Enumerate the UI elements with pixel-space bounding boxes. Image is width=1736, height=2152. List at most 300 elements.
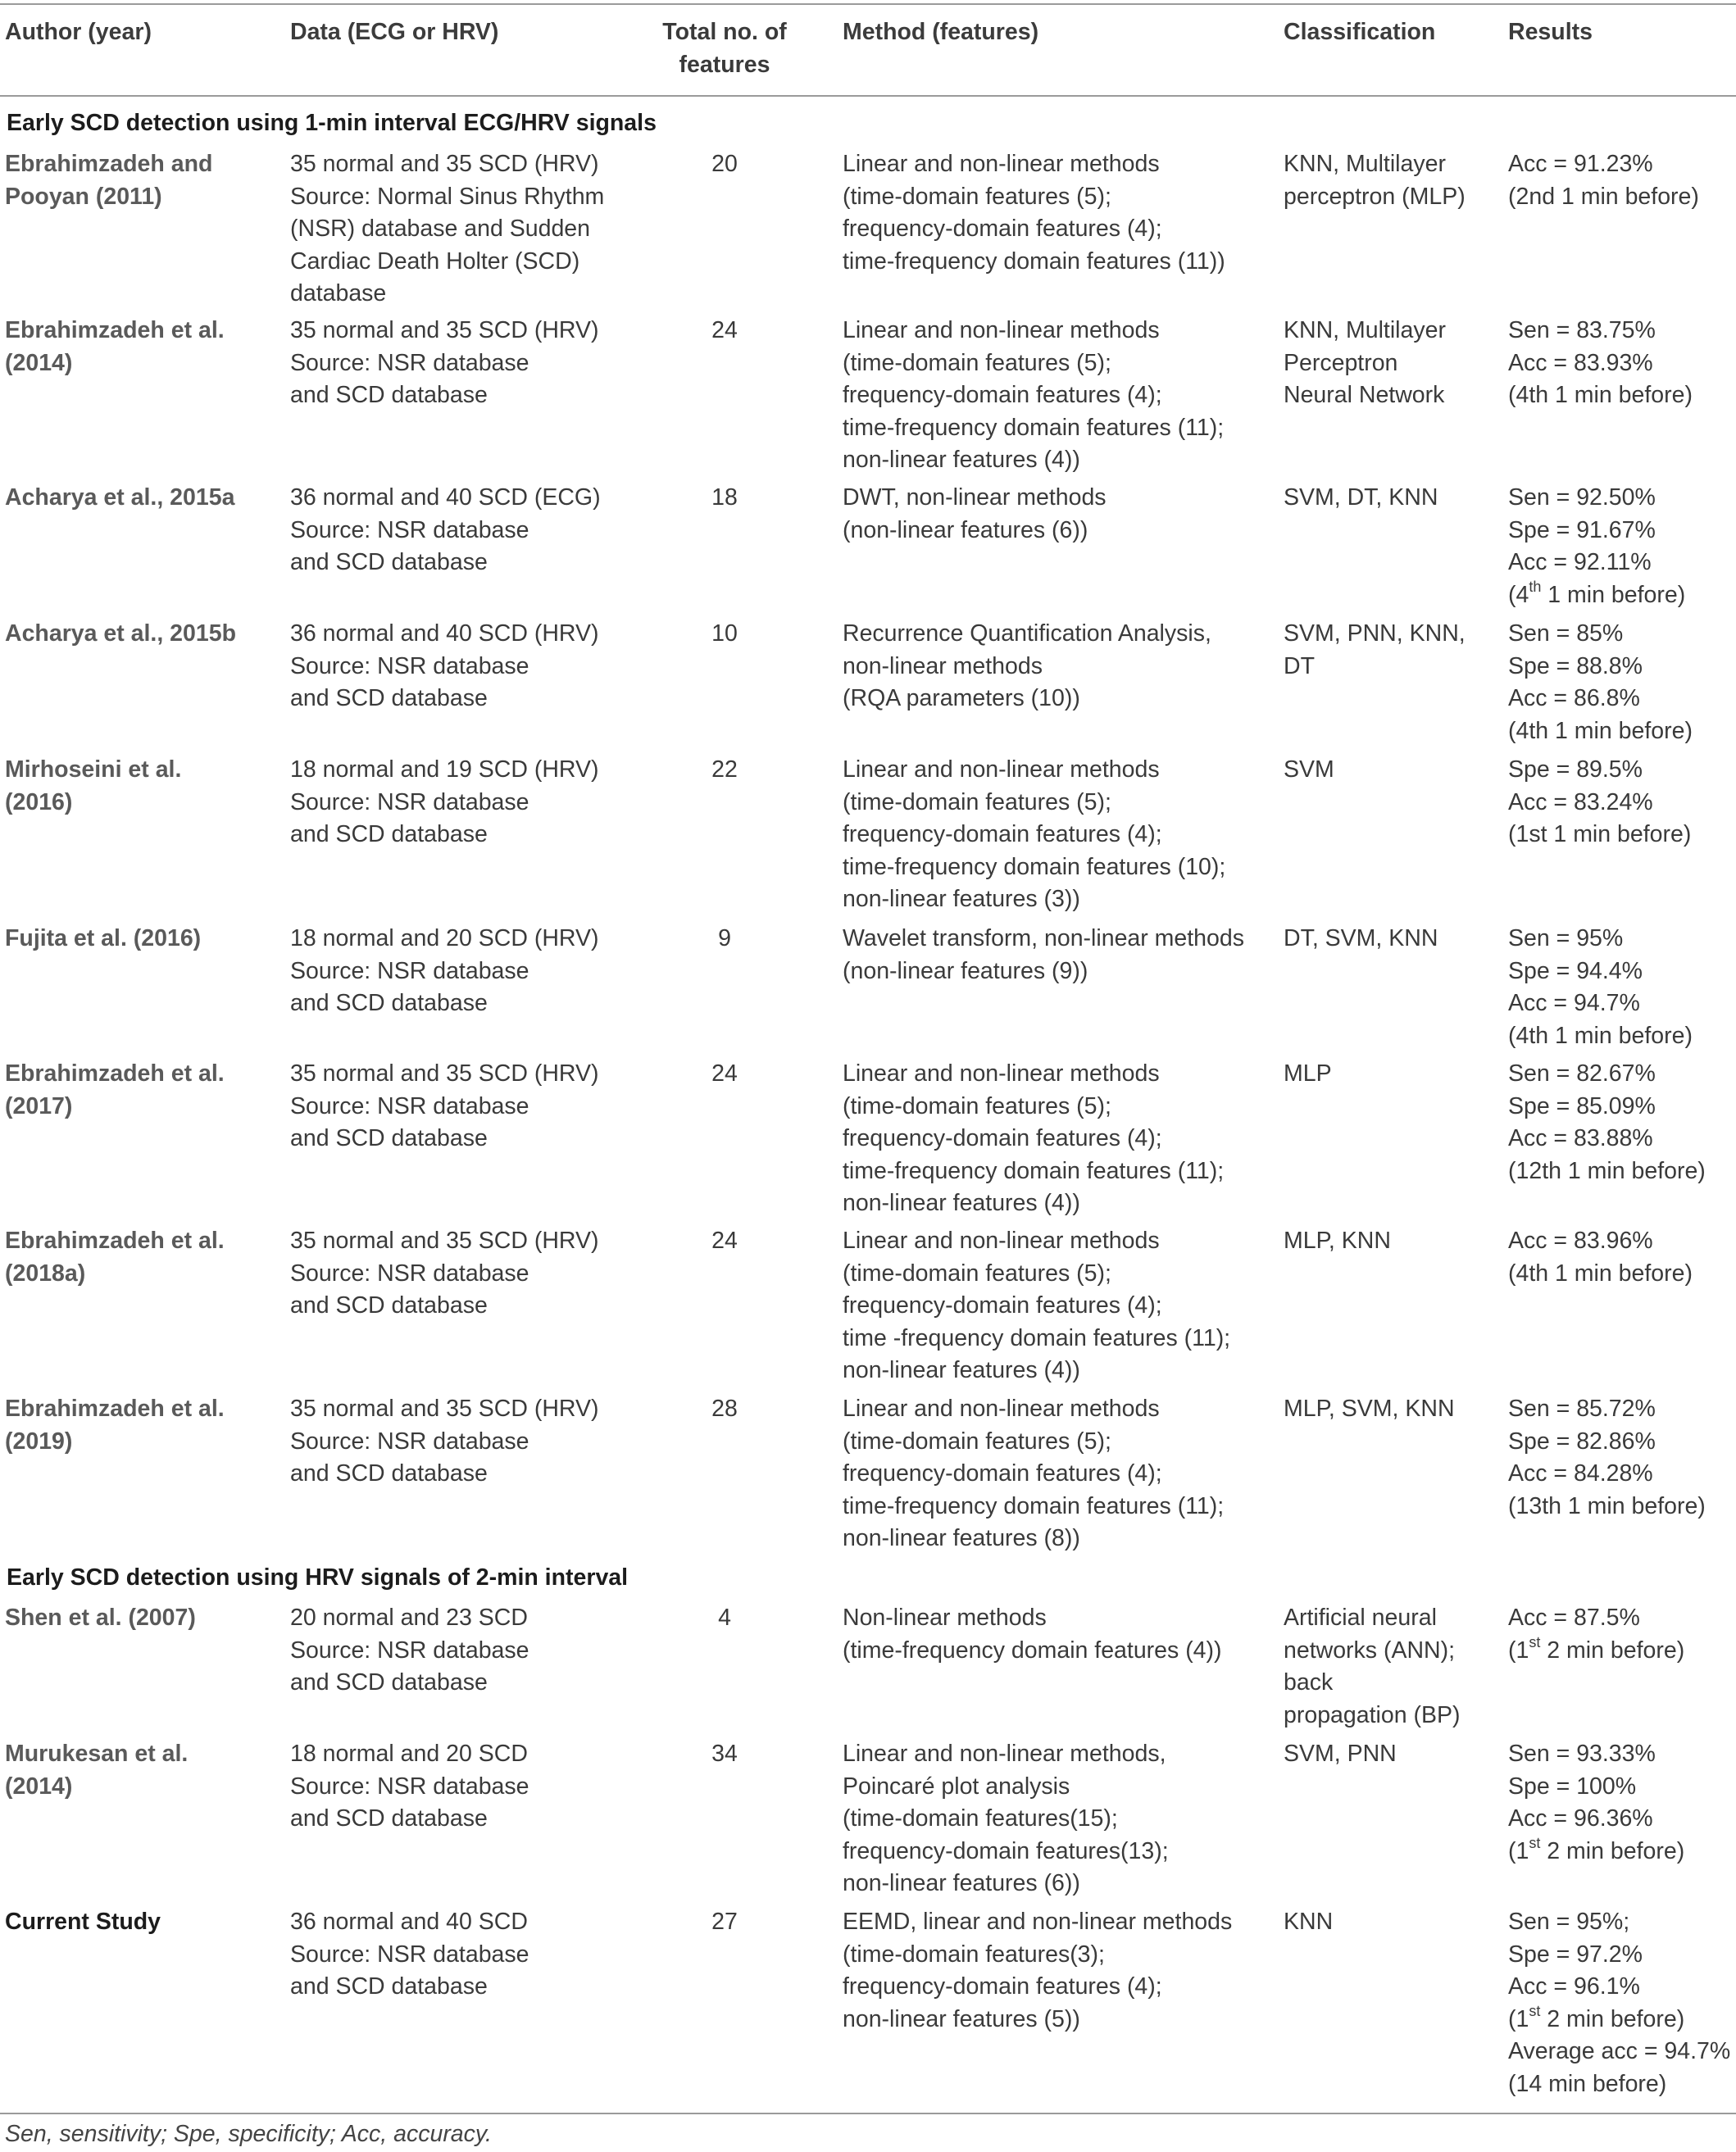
classification-cell bbox=[1284, 754, 1334, 787]
results-cell-line bbox=[1508, 1426, 1706, 1459]
method-cell-line: (time-domain features (5); bbox=[843, 183, 1111, 210]
results-cell bbox=[1508, 1225, 1693, 1290]
result-text: Spe = 89.5% bbox=[1508, 756, 1643, 783]
results-cell-line bbox=[1508, 1123, 1706, 1155]
results-cell bbox=[1508, 482, 1685, 611]
result-text: Acc = 96.36% bbox=[1508, 1805, 1653, 1832]
method-cell-line: (time-domain features(3); bbox=[843, 1941, 1105, 1968]
method-cell-line: non-linear features (3)) bbox=[843, 886, 1080, 912]
author-cell bbox=[5, 618, 275, 651]
data-cell bbox=[290, 923, 598, 1020]
result-text: Spe = 91.67% bbox=[1508, 516, 1656, 543]
method-cell-line: (time-domain features (5); bbox=[843, 788, 1111, 815]
data-cell-line: Source: NSR database bbox=[290, 957, 529, 984]
result-text: (2nd 1 min before) bbox=[1508, 183, 1699, 210]
total-features-cell: 28 bbox=[711, 1396, 738, 1422]
data-cell-line: 36 normal and 40 SCD (ECG) bbox=[290, 484, 601, 511]
results-cell-line bbox=[1508, 1738, 1684, 1771]
result-text: (4th 1 min before) bbox=[1508, 1022, 1693, 1049]
results-cell bbox=[1508, 1602, 1684, 1667]
results-cell-line bbox=[1508, 651, 1693, 683]
result-text: Acc = 83.96% bbox=[1508, 1228, 1653, 1254]
total-features-cell: 18 bbox=[711, 484, 738, 511]
results-cell-line bbox=[1508, 1020, 1693, 1053]
data-cell bbox=[290, 1738, 529, 1836]
method-cell bbox=[843, 1906, 1232, 2036]
result-text: Acc = 96.1% bbox=[1508, 1973, 1640, 2000]
data-cell-line: 35 normal and 35 SCD (HRV) bbox=[290, 1060, 599, 1087]
classification-cell bbox=[1284, 1058, 1332, 1091]
method-cell-line: frequency-domain features (4); bbox=[843, 216, 1162, 242]
method-cell-line: frequency-domain features (4); bbox=[843, 1460, 1162, 1487]
classification-cell-line: MLP bbox=[1284, 1060, 1332, 1087]
data-cell-line: 18 normal and 19 SCD (HRV) bbox=[290, 756, 599, 783]
results-cell bbox=[1508, 1058, 1706, 1187]
results-cell-line bbox=[1508, 754, 1691, 787]
results-cell-line bbox=[1508, 923, 1693, 956]
result-text: (1 bbox=[1508, 1837, 1529, 1864]
result-text: Acc = 92.11% bbox=[1508, 549, 1652, 575]
total-features-cell: 27 bbox=[711, 1909, 738, 1935]
result-text: (4th 1 min before) bbox=[1508, 717, 1693, 744]
result-text: (14 min before) bbox=[1508, 2070, 1667, 2097]
method-cell bbox=[843, 1058, 1224, 1220]
result-text: Acc = 84.28% bbox=[1508, 1460, 1653, 1487]
method-cell-line: Wavelet transform, non-linear methods bbox=[843, 925, 1244, 951]
results-cell bbox=[1508, 923, 1693, 1052]
classification-cell-line: back bbox=[1284, 1669, 1334, 1696]
data-cell-line: and SCD database bbox=[290, 685, 488, 711]
method-cell-line: frequency-domain features(13); bbox=[843, 1837, 1169, 1864]
results-cell-line bbox=[1508, 1155, 1706, 1188]
results-cell bbox=[1508, 1738, 1684, 1868]
bottom-rule bbox=[0, 2113, 1736, 2114]
data-cell-line: database bbox=[290, 280, 387, 306]
data-cell-line: 20 normal and 23 SCD bbox=[290, 1605, 528, 1631]
ordinal-superscript: st bbox=[1529, 1634, 1541, 1650]
data-cell-line: 36 normal and 40 SCD (HRV) bbox=[290, 620, 599, 647]
method-cell-line: non-linear features (4)) bbox=[843, 1357, 1080, 1383]
author-cell-line: Shen et al. (2007) bbox=[5, 1605, 196, 1631]
method-cell-line: Linear and non-linear methods bbox=[843, 1396, 1160, 1422]
author-cell-line: (2014) bbox=[5, 349, 73, 376]
section-title-1min: Early SCD detection using 1-min interval ECG/HRV signals bbox=[7, 110, 657, 136]
total-features-cell: 34 bbox=[711, 1741, 738, 1767]
result-text: Spe = 97.2% bbox=[1508, 1941, 1643, 1968]
results-cell bbox=[1508, 1393, 1706, 1523]
classification-cell-line: propagation (BP) bbox=[1284, 1701, 1461, 1728]
results-cell-line bbox=[1508, 1803, 1684, 1836]
data-cell-line: and SCD database bbox=[290, 990, 488, 1016]
classification-cell-line: KNN, Multilayer bbox=[1284, 317, 1446, 343]
data-cell-line: Source: NSR database bbox=[290, 1941, 529, 1968]
method-cell-line: (time-domain features (5); bbox=[843, 1260, 1111, 1287]
classification-cell bbox=[1284, 148, 1466, 213]
classification-cell-line: SVM bbox=[1284, 756, 1334, 783]
author-cell-line: Pooyan (2011) bbox=[5, 183, 162, 210]
data-cell-line: 35 normal and 35 SCD (HRV) bbox=[290, 1396, 599, 1422]
author-cell bbox=[5, 1602, 275, 1635]
results-cell-line bbox=[1508, 1771, 1684, 1804]
method-cell bbox=[843, 482, 1107, 547]
author-cell-line: Acharya et al., 2015b bbox=[5, 620, 236, 647]
data-cell-line: Source: NSR database bbox=[290, 1092, 529, 1119]
method-cell-line: (time-domain features (5); bbox=[843, 349, 1111, 376]
method-cell-line: (time-domain features(15); bbox=[843, 1805, 1118, 1832]
results-cell-line bbox=[1508, 482, 1685, 515]
results-cell-line bbox=[1508, 148, 1699, 181]
data-cell-line: Source: NSR database bbox=[290, 652, 529, 679]
method-cell-line: Linear and non-linear methods bbox=[843, 151, 1160, 177]
data-cell-line: and SCD database bbox=[290, 549, 488, 575]
result-text: Average acc = 94.7% bbox=[1508, 2038, 1731, 2064]
data-cell-line: Source: NSR database bbox=[290, 1773, 529, 1800]
header-results: Results bbox=[1508, 19, 1593, 45]
classification-cell-line: DT bbox=[1284, 652, 1315, 679]
total-features-cell: 24 bbox=[711, 1228, 738, 1254]
data-cell bbox=[290, 315, 598, 412]
data-cell-line: Source: NSR database bbox=[290, 516, 529, 543]
method-cell-line: DWT, non-linear methods bbox=[843, 484, 1107, 511]
method-cell-line: non-linear features (5)) bbox=[843, 2005, 1080, 2032]
data-cell-line: (NSR) database and Sudden bbox=[290, 216, 590, 242]
method-cell bbox=[843, 754, 1225, 916]
result-text: Sen = 82.67% bbox=[1508, 1060, 1656, 1087]
results-cell-line bbox=[1508, 1971, 1730, 2004]
method-cell-line: time -frequency domain features (11); bbox=[843, 1324, 1231, 1351]
result-text: Sen = 93.33% bbox=[1508, 1741, 1656, 1767]
method-cell-line: non-linear features (4)) bbox=[843, 1190, 1080, 1216]
classification-cell-line: KNN bbox=[1284, 1909, 1334, 1935]
author-cell-line: Ebrahimzadeh et al. bbox=[5, 1060, 225, 1087]
results-cell bbox=[1508, 148, 1699, 213]
method-cell-line: non-linear features (6)) bbox=[843, 1870, 1080, 1896]
method-cell-line: (time-domain features (5); bbox=[843, 1092, 1111, 1119]
author-cell-line: (2018a) bbox=[5, 1260, 86, 1287]
data-cell-line: 18 normal and 20 SCD (HRV) bbox=[290, 925, 599, 951]
data-cell-line: 36 normal and 40 SCD bbox=[290, 1909, 528, 1935]
results-cell bbox=[1508, 754, 1691, 851]
data-cell bbox=[290, 1602, 529, 1700]
result-text: Spe = 100% bbox=[1508, 1773, 1637, 1800]
result-text: Acc = 87.5% bbox=[1508, 1605, 1640, 1631]
data-cell-line: and SCD database bbox=[290, 1292, 488, 1319]
method-cell bbox=[843, 1225, 1230, 1387]
result-text: (1st 1 min before) bbox=[1508, 821, 1692, 847]
data-cell-line: 35 normal and 35 SCD (HRV) bbox=[290, 151, 599, 177]
total-features-cell: 20 bbox=[711, 151, 738, 177]
data-cell-line: Source: NSR database bbox=[290, 349, 529, 376]
method-cell-line: frequency-domain features (4); bbox=[843, 382, 1162, 408]
header-classification: Classification bbox=[1284, 19, 1436, 45]
results-cell-line bbox=[1508, 1225, 1693, 1258]
method-cell-line: Poincaré plot analysis bbox=[843, 1773, 1070, 1800]
method-cell bbox=[843, 315, 1224, 477]
author-cell-line: Current Study bbox=[5, 1909, 161, 1935]
data-cell-line: and SCD database bbox=[290, 1125, 488, 1151]
total-features-cell: 10 bbox=[711, 620, 738, 647]
classification-cell-line: MLP, KNN bbox=[1284, 1228, 1391, 1254]
author-cell-line: (2017) bbox=[5, 1092, 73, 1119]
author-cell bbox=[5, 1058, 275, 1123]
data-cell-line: and SCD database bbox=[290, 821, 488, 847]
result-text: Spe = 94.4% bbox=[1508, 957, 1643, 984]
result-text: Sen = 92.50% bbox=[1508, 484, 1656, 511]
total-features-cell: 4 bbox=[718, 1605, 731, 1631]
header-total-line1: Total no. of bbox=[662, 19, 787, 45]
method-cell-line: Linear and non-linear methods bbox=[843, 1228, 1160, 1254]
results-cell-line bbox=[1508, 315, 1693, 347]
data-cell-line: Source: Normal Sinus Rhythm bbox=[290, 183, 605, 210]
result-text: (1 bbox=[1508, 1637, 1529, 1664]
classification-cell bbox=[1284, 482, 1438, 515]
author-cell bbox=[5, 754, 275, 819]
classification-cell bbox=[1284, 1906, 1333, 1939]
method-cell-line: Recurrence Quantification Analysis, bbox=[843, 620, 1211, 647]
result-text: Spe = 88.8% bbox=[1508, 652, 1643, 679]
data-cell-line: 35 normal and 35 SCD (HRV) bbox=[290, 1228, 599, 1254]
data-cell-line: and SCD database bbox=[290, 1973, 488, 2000]
author-cell-line: (2019) bbox=[5, 1428, 73, 1455]
data-cell-line: Source: NSR database bbox=[290, 1428, 529, 1455]
author-cell bbox=[5, 1738, 275, 1803]
result-text: (4th 1 min before) bbox=[1508, 382, 1693, 408]
result-text: 1 min before) bbox=[1541, 581, 1686, 608]
data-cell-line: Source: NSR database bbox=[290, 1260, 529, 1287]
classification-cell-line: networks (ANN); bbox=[1284, 1637, 1456, 1664]
author-cell bbox=[5, 1906, 275, 1939]
classification-cell bbox=[1284, 1738, 1397, 1771]
result-text: Acc = 86.8% bbox=[1508, 685, 1640, 711]
results-cell-line bbox=[1508, 579, 1685, 612]
results-cell-line bbox=[1508, 1906, 1730, 1939]
method-cell-line: Linear and non-linear methods, bbox=[843, 1741, 1166, 1767]
ordinal-superscript: st bbox=[1529, 2003, 1541, 2019]
result-text: (13th 1 min before) bbox=[1508, 1492, 1706, 1519]
ordinal-superscript: st bbox=[1529, 1835, 1541, 1851]
classification-cell-line: DT, SVM, KNN bbox=[1284, 925, 1438, 951]
header-rule bbox=[0, 95, 1736, 97]
method-cell-line: time-frequency domain features (11); bbox=[843, 1492, 1225, 1519]
header-author: Author (year) bbox=[5, 19, 152, 45]
data-cell-line: Cardiac Death Holter (SCD) bbox=[290, 247, 580, 275]
ordinal-superscript: th bbox=[1529, 579, 1542, 595]
results-cell-line bbox=[1508, 515, 1685, 547]
result-text: Sen = 83.75% bbox=[1508, 317, 1656, 343]
classification-cell-line: Neural Network bbox=[1284, 382, 1445, 408]
results-cell-line bbox=[1508, 2036, 1730, 2068]
results-cell-line bbox=[1508, 1602, 1684, 1635]
results-cell-line bbox=[1508, 547, 1685, 579]
top-rule bbox=[0, 3, 1736, 5]
results-cell-line bbox=[1508, 1939, 1730, 1972]
classification-cell bbox=[1284, 315, 1446, 412]
classification-cell-line: SVM, PNN bbox=[1284, 1741, 1397, 1767]
result-text: Acc = 94.7% bbox=[1508, 990, 1640, 1016]
data-cell-line: and SCD database bbox=[290, 1805, 488, 1832]
method-cell-line: non-linear methods bbox=[843, 652, 1043, 679]
method-cell-line: frequency-domain features (4); bbox=[843, 821, 1162, 847]
result-text: Sen = 95%; bbox=[1508, 1909, 1630, 1935]
result-text: 2 min before) bbox=[1540, 1837, 1685, 1864]
results-cell-line bbox=[1508, 2068, 1730, 2101]
method-cell bbox=[843, 1738, 1169, 1900]
results-cell-line bbox=[1508, 683, 1693, 715]
header-total-line2: features bbox=[679, 51, 770, 78]
data-cell-line: 35 normal and 35 SCD (HRV) bbox=[290, 317, 599, 343]
method-cell-line: frequency-domain features (4); bbox=[843, 1292, 1162, 1319]
total-features-cell: 24 bbox=[711, 1060, 738, 1087]
header-total bbox=[643, 16, 807, 81]
result-text: 2 min before) bbox=[1540, 2005, 1685, 2032]
method-cell-line: (non-linear features (9)) bbox=[843, 957, 1088, 984]
author-cell bbox=[5, 148, 275, 213]
header-method: Method (features) bbox=[843, 19, 1039, 45]
classification-cell-line: KNN, Multilayer bbox=[1284, 151, 1446, 177]
method-cell bbox=[843, 618, 1211, 715]
data-cell bbox=[290, 148, 604, 311]
data-cell bbox=[290, 482, 601, 579]
results-cell-line bbox=[1508, 1635, 1684, 1668]
results-cell-line bbox=[1508, 1458, 1706, 1491]
total-features-cell: 22 bbox=[711, 756, 738, 783]
method-cell-line: frequency-domain features (4); bbox=[843, 1973, 1162, 2000]
results-cell-line bbox=[1508, 181, 1699, 214]
author-cell-line: Murukesan et al. bbox=[5, 1741, 189, 1767]
total-features-cell: 9 bbox=[718, 925, 731, 951]
author-cell bbox=[5, 1225, 275, 1290]
author-cell-line: Ebrahimzadeh et al. bbox=[5, 1228, 225, 1254]
result-text: Sen = 85% bbox=[1508, 620, 1624, 647]
data-cell-line: Source: NSR database bbox=[290, 788, 529, 815]
result-text: (4 bbox=[1508, 581, 1529, 608]
results-cell-line bbox=[1508, 956, 1693, 988]
results-cell-line bbox=[1508, 1836, 1684, 1868]
classification-cell bbox=[1284, 923, 1438, 956]
result-text: Sen = 85.72% bbox=[1508, 1396, 1656, 1422]
header-data: Data (ECG or HRV) bbox=[290, 19, 499, 45]
result-text: Acc = 83.93% bbox=[1508, 349, 1653, 376]
method-cell-line: Linear and non-linear methods bbox=[843, 1060, 1160, 1087]
method-cell-line: time-frequency domain features (10); bbox=[843, 853, 1226, 880]
data-cell bbox=[290, 618, 598, 715]
classification-cell-line: SVM, PNN, KNN, bbox=[1284, 620, 1466, 647]
method-cell bbox=[843, 1393, 1224, 1555]
author-cell-line: Mirhoseini et al. bbox=[5, 756, 182, 783]
data-cell-line: and SCD database bbox=[290, 1460, 488, 1487]
classification-cell bbox=[1284, 618, 1466, 683]
result-text: Spe = 82.86% bbox=[1508, 1428, 1656, 1455]
classification-cell bbox=[1284, 1602, 1460, 1732]
author-cell bbox=[5, 923, 275, 956]
results-cell bbox=[1508, 618, 1693, 747]
results-cell bbox=[1508, 315, 1693, 412]
results-cell-line bbox=[1508, 2004, 1730, 2036]
author-cell bbox=[5, 1393, 275, 1458]
results-cell-line bbox=[1508, 1058, 1706, 1091]
data-cell bbox=[290, 1058, 598, 1155]
results-cell-line bbox=[1508, 819, 1691, 851]
method-cell-line: Linear and non-linear methods bbox=[843, 317, 1160, 343]
classification-cell-line: Artificial neural bbox=[1284, 1605, 1437, 1631]
result-text: Spe = 85.09% bbox=[1508, 1092, 1656, 1119]
total-features-cell: 24 bbox=[711, 317, 738, 343]
method-cell-line: non-linear features (8)) bbox=[843, 1525, 1080, 1551]
method-cell-line: Linear and non-linear methods bbox=[843, 756, 1160, 783]
classification-cell-line: Perceptron bbox=[1284, 349, 1398, 376]
author-cell-line: Acharya et al., 2015a bbox=[5, 484, 235, 511]
results-cell-line bbox=[1508, 347, 1693, 380]
author-cell-line: (2016) bbox=[5, 788, 73, 815]
data-cell-line: 18 normal and 20 SCD bbox=[290, 1741, 528, 1767]
classification-cell-line: perceptron (MLP) bbox=[1284, 183, 1466, 210]
method-cell bbox=[843, 923, 1244, 987]
section-title-2min: Early SCD detection using HRV signals of 2-min interval bbox=[7, 1564, 629, 1591]
result-text: (1 bbox=[1508, 2005, 1529, 2032]
results-cell bbox=[1508, 1906, 1730, 2100]
method-cell-line: (time-frequency domain features (4)) bbox=[843, 1637, 1222, 1664]
result-text: Acc = 83.24% bbox=[1508, 788, 1653, 815]
table-footnote: Sen, sensitivity; Spe, specificity; Acc, accuracy. bbox=[5, 2121, 492, 2147]
classification-cell bbox=[1284, 1393, 1455, 1426]
classification-cell-line: SVM, DT, KNN bbox=[1284, 484, 1438, 511]
author-cell-line: Ebrahimzadeh et al. bbox=[5, 1396, 225, 1422]
classification-cell-line: MLP, SVM, KNN bbox=[1284, 1396, 1455, 1422]
result-text: Sen = 95% bbox=[1508, 925, 1624, 951]
method-cell-line: time-frequency domain features (11)) bbox=[843, 247, 1225, 275]
results-cell-line bbox=[1508, 987, 1693, 1020]
data-cell bbox=[290, 1906, 529, 2004]
results-cell-line bbox=[1508, 1091, 1706, 1124]
result-text: (12th 1 min before) bbox=[1508, 1157, 1706, 1184]
data-cell-line: and SCD database bbox=[290, 382, 488, 408]
result-text: Acc = 91.23% bbox=[1508, 151, 1653, 177]
result-text: Acc = 83.88% bbox=[1508, 1125, 1653, 1151]
results-cell-line bbox=[1508, 1258, 1693, 1291]
method-cell bbox=[843, 148, 1225, 278]
method-cell-line: frequency-domain features (4); bbox=[843, 1125, 1162, 1151]
author-cell bbox=[5, 482, 275, 515]
author-cell-line: (2014) bbox=[5, 1773, 73, 1800]
results-cell-line bbox=[1508, 618, 1693, 651]
method-cell-line: (non-linear features (6)) bbox=[843, 516, 1088, 543]
method-cell-line: time-frequency domain features (11); bbox=[843, 1157, 1225, 1184]
results-cell-line bbox=[1508, 1393, 1706, 1426]
classification-cell bbox=[1284, 1225, 1391, 1258]
data-cell-line: Source: NSR database bbox=[290, 1637, 529, 1664]
results-cell-line bbox=[1508, 1491, 1706, 1523]
method-cell bbox=[843, 1602, 1222, 1667]
method-cell-line: EEMD, linear and non-linear methods bbox=[843, 1909, 1233, 1935]
result-text: 2 min before) bbox=[1540, 1637, 1685, 1664]
method-cell-line: Non-linear methods bbox=[843, 1605, 1047, 1631]
result-text: (4th 1 min before) bbox=[1508, 1260, 1693, 1287]
method-cell-line: (RQA parameters (10)) bbox=[843, 685, 1080, 711]
data-cell-line: and SCD database bbox=[290, 1669, 488, 1696]
author-cell-line: Ebrahimzadeh and bbox=[5, 151, 213, 177]
results-cell-line bbox=[1508, 715, 1693, 748]
author-cell-line: Ebrahimzadeh et al. bbox=[5, 317, 225, 343]
data-cell bbox=[290, 754, 598, 851]
results-cell-line bbox=[1508, 787, 1691, 819]
author-cell-line: Fujita et al. (2016) bbox=[5, 925, 202, 951]
data-cell bbox=[290, 1393, 598, 1491]
method-cell-line: (time-domain features (5); bbox=[843, 1428, 1111, 1455]
results-cell-line bbox=[1508, 379, 1693, 412]
data-cell bbox=[290, 1225, 598, 1323]
author-cell bbox=[5, 315, 275, 379]
method-cell-line: non-linear features (4)) bbox=[843, 447, 1080, 473]
